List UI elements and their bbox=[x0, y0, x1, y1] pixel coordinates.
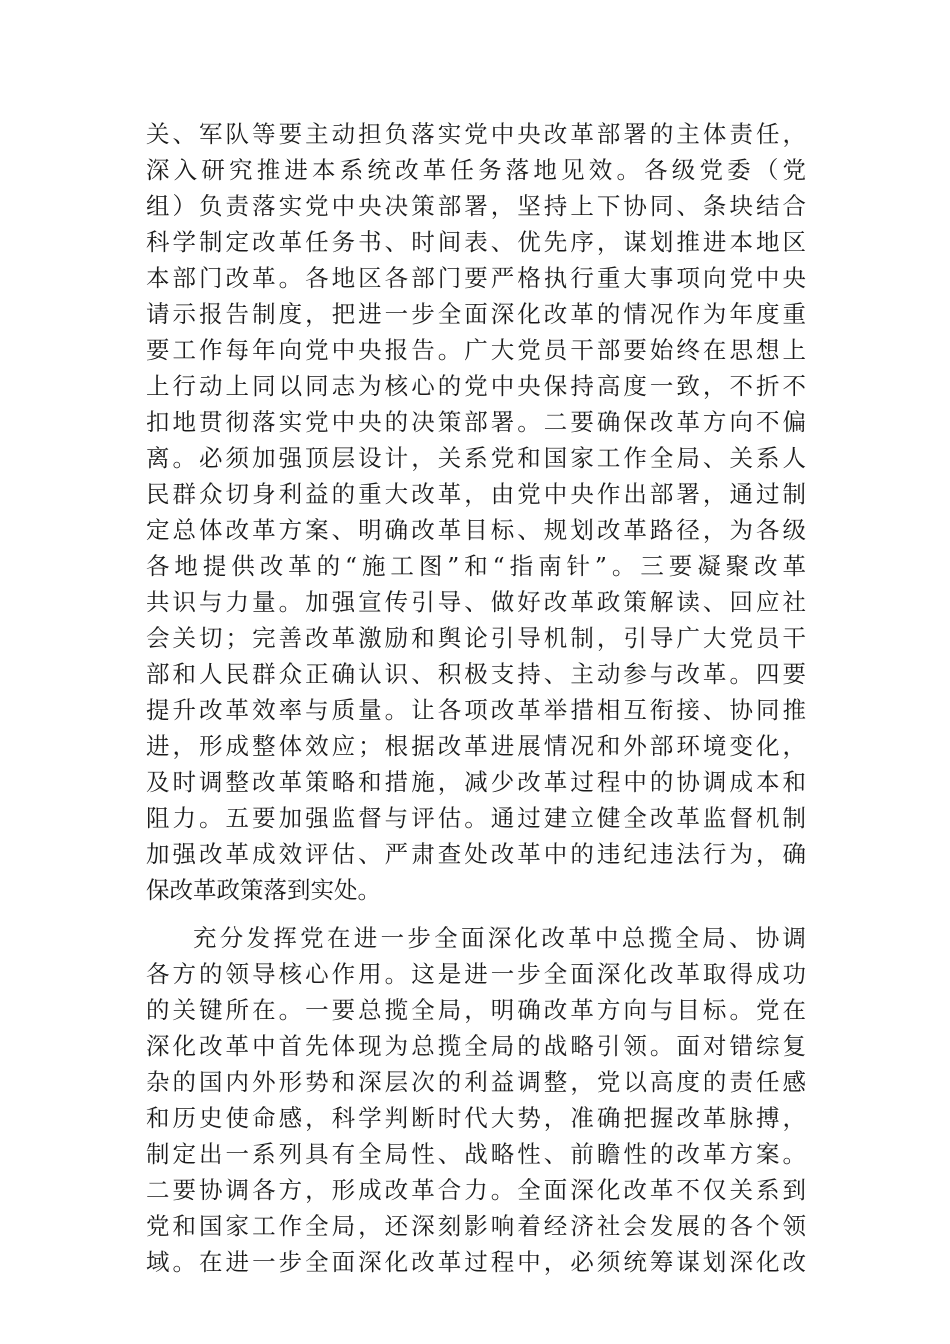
text-line: 的关键所在。一要总揽全局，明确改革方向与目标。党在 bbox=[146, 996, 806, 1024]
text-line: 杂的国内外形势和深层次的利益调整，党以高度的责任感 bbox=[146, 1068, 806, 1096]
text-line: 部和人民群众正确认识、积极支持、主动参与改革。四要 bbox=[146, 660, 806, 688]
text-line: 提升改革效率与质量。让各项改革举措相互衔接、协同推 bbox=[146, 696, 806, 724]
text-line: 各方的领导核心作用。这是进一步全面深化改革取得成功 bbox=[146, 960, 806, 988]
text-line: 各地提供改革的“施工图”和“指南针”。三要凝聚改革 bbox=[146, 552, 806, 580]
text-line: 保改革政策落到实处。 bbox=[146, 876, 381, 904]
text-line: 阻力。五要加强监督与评估。通过建立健全改革监督机制 bbox=[146, 804, 806, 832]
text-line: 深入研究推进本系统改革任务落地见效。各级党委（党 bbox=[146, 156, 806, 184]
text-line: 上行动上同以同志为核心的党中央保持高度一致，不折不 bbox=[146, 372, 806, 400]
text-line: 本部门改革。各地区各部门要严格执行重大事项向党中央 bbox=[146, 264, 806, 292]
text-line: 请示报告制度，把进一步全面深化改革的情况作为年度重 bbox=[146, 300, 806, 328]
text-line: 关、军队等要主动担负落实党中央改革部署的主体责任， bbox=[146, 120, 806, 148]
text-line: 深化改革中首先体现为总揽全局的战略引领。面对错综复 bbox=[146, 1032, 806, 1060]
text-line: 及时调整改革策略和措施，减少改革过程中的协调成本和 bbox=[146, 768, 806, 796]
text-line: 要工作每年向党中央报告。广大党员干部要始终在思想上 bbox=[146, 336, 806, 364]
text-line: 域。在进一步全面深化改革过程中，必须统筹谋划深化改 bbox=[146, 1248, 806, 1276]
text-line: 制定出一系列具有全局性、战略性、前瞻性的改革方案。 bbox=[146, 1140, 806, 1168]
text-line: 会关切；完善改革激励和舆论引导机制，引导广大党员干 bbox=[146, 624, 806, 652]
text-line: 科学制定改革任务书、时间表、优先序，谋划推进本地区 bbox=[146, 228, 806, 256]
text-line: 加强改革成效评估、严肃查处改革中的违纪违法行为，确 bbox=[146, 840, 806, 868]
text-line: 党和国家工作全局，还深刻影响着经济社会发展的各个领 bbox=[146, 1212, 806, 1240]
text-line: 二要协调各方，形成改革合力。全面深化改革不仅关系到 bbox=[146, 1176, 806, 1204]
text-line: 充分发挥党在进一步全面深化改革中总揽全局、协调 bbox=[193, 924, 806, 952]
text-line: 离。必须加强顶层设计，关系党和国家工作全局、关系人 bbox=[146, 444, 806, 472]
text-line: 组）负责落实党中央决策部署，坚持上下协同、条块结合 bbox=[146, 192, 806, 220]
text-line: 扣地贯彻落实党中央的决策部署。二要确保改革方向不偏 bbox=[146, 408, 806, 436]
text-line: 定总体改革方案、明确改革目标、规划改革路径，为各级 bbox=[146, 516, 806, 544]
text-line: 民群众切身利益的重大改革，由党中央作出部署，通过制 bbox=[146, 480, 806, 508]
text-line: 和历史使命感，科学判断时代大势，准确把握改革脉搏， bbox=[146, 1104, 806, 1132]
text-line: 共识与力量。加强宣传引导、做好改革政策解读、回应社 bbox=[146, 588, 806, 616]
text-line: 进，形成整体效应；根据改革进展情况和外部环境变化， bbox=[146, 732, 806, 760]
